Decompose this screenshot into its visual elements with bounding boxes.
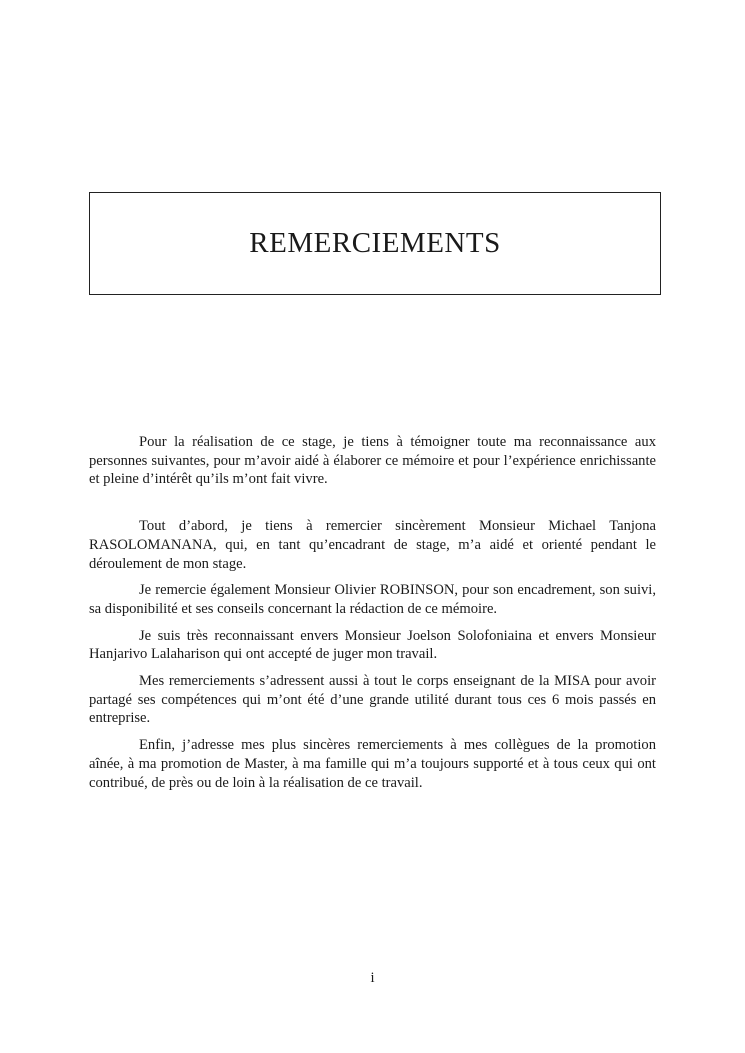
paragraph-intro: Pour la réalisation de ce stage, je tiens à témoigner toute ma reconnaissance aux personnes suivantes, pour m’avoir aidé à élaborer ce mémoire et pour l’expérience enrichissante et pleine d’intérêt qu’ils m’ont fait vivre. xyxy=(89,434,656,488)
paragraph-teaching-staff: Mes remerciements s’adressent aussi à tout le corps enseignant de la MISA pour avoir partagé ses compétences qui m’ont été d’une grande utilité durant tous ces 6 mois passés en entreprise. xyxy=(89,673,656,727)
body-text xyxy=(89,433,656,800)
paragraph-academic-supervisor: Je remercie également Monsieur Olivier ROBINSON, pour son encadrement, son suivi, sa disponibilité et ses conseils concernant la rédaction de ce mémoire. xyxy=(89,582,656,617)
page-number: i xyxy=(370,970,375,986)
paragraph-supervisor: Tout d’abord, je tiens à remercier sincèrement Monsieur Michael Tanjona RASOLOMANANA, qui, en tant qu’encadrant de stage, m’a aidé et orienté pendant le déroulement de mon stage. xyxy=(89,518,656,572)
paragraph-jury: Je suis très reconnaissant envers Monsieur Joelson Solofoniaina et envers Monsieur Hanjarivo Lalaharison qui ont accepté de juger mon travail. xyxy=(89,627,656,663)
paragraph-closing: Enfin, j’adresse mes plus sincères remerciements à mes collègues de la promotion aînée, à ma promotion de Master, à ma famille qui m’a toujours supporté et à tous ceux qui ont contribué, de près ou de loin à la réalisation de ce travail. xyxy=(89,737,656,791)
title-box xyxy=(89,192,661,295)
page-title: REMERCIEMENTS xyxy=(249,227,501,259)
